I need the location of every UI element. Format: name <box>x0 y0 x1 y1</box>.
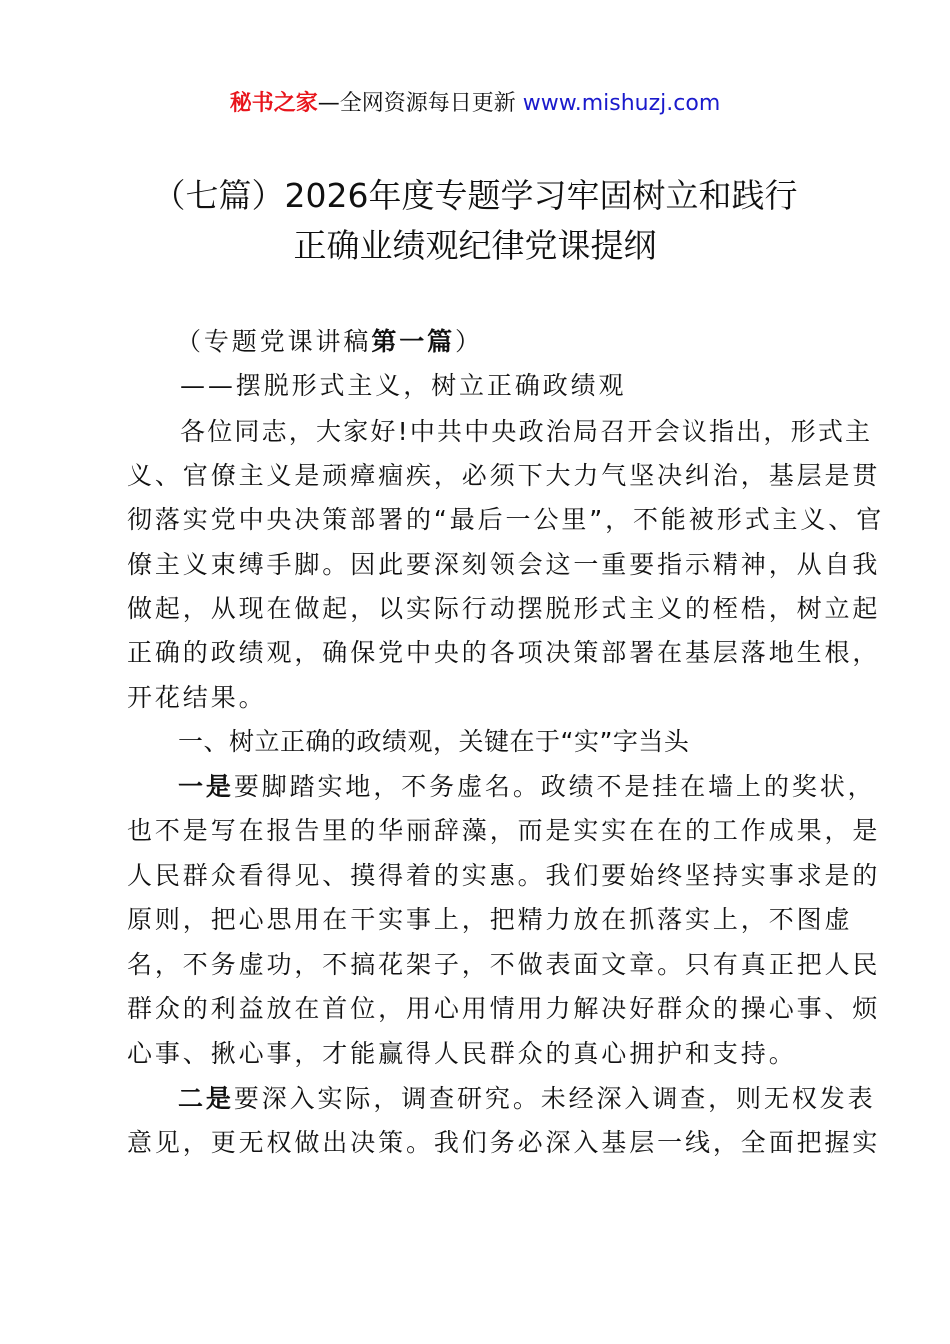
subtitle-prefix: （专题党课讲稿 <box>176 327 372 356</box>
body-line: 做起，从现在做起，以实际行动摆脱形式主义的桎梏，树立起 <box>127 594 881 623</box>
body-line: 名，不务虚功，不搞花架子，不做表面文章。只有真正把人民 <box>127 950 881 979</box>
body-line: 也不是写在报告里的华丽辞藻，而是实实在在的工作成果，是 <box>127 816 881 845</box>
section-heading: 一、树立正确的政绩观，关键在于“实”字当头 <box>178 727 690 756</box>
point-1-first-line <box>178 767 884 807</box>
body-line: 原则，把心思用在干实事上，把精力放在抓落实上，不图虚 <box>127 905 853 934</box>
body-line: 人民群众看得见、摸得着的实惠。我们要始终坚持实事求是的 <box>127 861 881 890</box>
body-line: 开花结果。 <box>127 683 267 712</box>
subtitle-bold: 第一篇 <box>371 327 456 356</box>
point-2-first-line <box>178 1079 884 1119</box>
document-title-line-2: 正确业绩观纪律党课提纲 <box>293 226 657 265</box>
body-line: 正确的政绩观，确保党中央的各项决策部署在基层落地生根， <box>127 638 881 667</box>
body-line: 心事、揪心事，才能赢得人民群众的真心拥护和支持。 <box>127 1039 797 1068</box>
point-2-label: 二是 <box>178 1084 234 1113</box>
point-2-text: 要深入实际，调查研究。未经深入调查，则无权发表 <box>233 1084 876 1113</box>
body-line: 彻落实党中央决策部署的“最后一公里”，不能被形式主义、官 <box>127 505 885 534</box>
subheading: ——摆脱形式主义，树立正确政绩观 <box>180 371 627 400</box>
point-1-text: 要脚踏实地，不务虚名。政绩不是挂在墙上的奖状， <box>233 772 876 801</box>
body-line: 各位同志，大家好!中共中央政治局召开会议指出，形式主 <box>180 417 873 446</box>
header-slogan: —全网资源每日更新 <box>317 91 516 116</box>
point-1-label: 一是 <box>178 772 234 801</box>
site-url-link[interactable]: www.mishuzj.com <box>522 91 721 116</box>
site-header <box>0 88 950 120</box>
document-title-line-1: （七篇）2026年度专题学习牢固树立和践行 <box>152 176 798 215</box>
subtitle <box>176 322 882 362</box>
body-line: 群众的利益放在首位，用心用情用力解决好群众的操心事、烦 <box>127 994 881 1023</box>
body-line: 僚主义束缚手脚。因此要深刻领会这一重要指示精神，从自我 <box>127 550 881 579</box>
subtitle-suffix: ） <box>455 327 483 356</box>
body-line: 意见，更无权做出决策。我们务必深入基层一线，全面把握实 <box>127 1128 881 1157</box>
brand-name: 秘书之家 <box>229 91 318 116</box>
body-line: 义、官僚主义是顽瘴痼疾，必须下大力气坚决纠治，基层是贯 <box>127 461 881 490</box>
